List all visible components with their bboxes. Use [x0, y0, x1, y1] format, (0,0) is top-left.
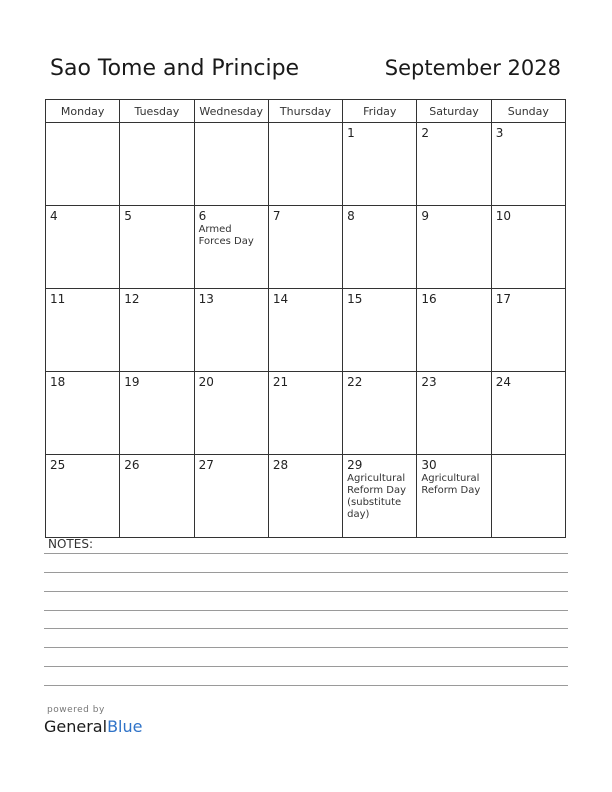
note-line: [44, 553, 568, 554]
day-cell: [120, 289, 194, 372]
day-number: 2: [421, 126, 430, 140]
note-line: [44, 572, 568, 573]
empty-day-cell: [194, 123, 268, 206]
note-line: [44, 647, 568, 648]
week-row: [46, 289, 566, 372]
day-cell: [268, 455, 342, 538]
notes-label: NOTES:: [48, 537, 93, 551]
day-cell: [46, 206, 120, 289]
brand-general-text: General: [44, 717, 108, 736]
day-number: 8: [347, 209, 355, 223]
note-line: [44, 610, 568, 611]
day-cell: [417, 206, 491, 289]
day-number: 7: [272, 209, 281, 223]
day-cell: [268, 206, 342, 289]
day-cell: [491, 289, 565, 372]
day-cell: [343, 289, 417, 372]
calendar-grid: [45, 99, 566, 538]
day-number: 17: [495, 292, 511, 306]
day-cell: [46, 289, 120, 372]
day-number: 30: [421, 458, 437, 472]
weekday-header-row: [46, 100, 566, 123]
day-cell: [417, 289, 491, 372]
day-number: 16: [421, 292, 437, 306]
day-number: 26: [124, 458, 140, 472]
holiday-label: Agricultural Reform Day (substitute day): [347, 473, 407, 520]
generalblue-logo[interactable]: [44, 717, 142, 736]
week-row: [46, 206, 566, 289]
day-cell: [491, 123, 565, 206]
day-cell: [343, 123, 417, 206]
day-cell: [46, 372, 120, 455]
empty-day-cell: [491, 455, 565, 538]
note-line: [44, 666, 568, 667]
day-cell: [268, 289, 342, 372]
day-cell: [194, 206, 268, 289]
day-number: 5: [124, 209, 132, 223]
day-number: 6: [198, 209, 207, 223]
day-number: 4: [50, 209, 58, 223]
weekday-wednesday: Wednesday: [194, 100, 268, 123]
empty-day-cell: [268, 123, 342, 206]
day-number: 18: [50, 375, 66, 389]
weekday-tuesday: Tuesday: [120, 100, 194, 123]
weekday-saturday: Saturday: [417, 100, 491, 123]
day-cell: [491, 206, 565, 289]
day-number: 15: [347, 292, 363, 306]
weekday-monday: Monday: [46, 100, 120, 123]
weekday-sunday: Sunday: [491, 100, 565, 123]
day-number: 10: [495, 209, 511, 223]
day-cell: [343, 206, 417, 289]
day-number: 29: [347, 458, 363, 472]
day-number: 14: [272, 292, 289, 306]
powered-by-text: powered by: [47, 705, 105, 715]
day-number: 25: [50, 458, 66, 472]
day-number: 9: [421, 209, 430, 223]
day-number: 12: [124, 292, 140, 306]
holiday-label: Armed Forces Day: [198, 224, 254, 247]
day-cell: [343, 372, 417, 455]
day-cell: [417, 455, 491, 538]
week-row: [46, 455, 566, 538]
note-line: [44, 685, 568, 686]
day-number: 21: [272, 375, 289, 389]
weekday-thursday: Thursday: [268, 100, 342, 123]
holiday-label: Agricultural Reform Day: [421, 473, 481, 496]
day-cell: [120, 206, 194, 289]
note-line: [44, 591, 568, 592]
country-title: Sao Tome and Principe: [50, 56, 300, 81]
day-number: 1: [347, 126, 355, 140]
day-cell: [194, 455, 268, 538]
empty-day-cell: [120, 123, 194, 206]
day-number: 27: [198, 458, 214, 472]
day-number: 19: [124, 375, 140, 389]
day-cell: [194, 289, 268, 372]
day-cell: [120, 372, 194, 455]
day-cell: [491, 372, 565, 455]
day-number: 13: [198, 292, 214, 306]
day-cell: [343, 455, 417, 538]
day-cell: [417, 372, 491, 455]
day-cell: [194, 372, 268, 455]
brand-blue-text: Blue: [107, 717, 143, 736]
day-number: 11: [50, 292, 66, 306]
empty-day-cell: [46, 123, 120, 206]
day-number: 24: [495, 375, 511, 389]
day-cell: [120, 455, 194, 538]
month-title: September 2028: [384, 56, 561, 80]
day-cell: [268, 372, 342, 455]
week-row: [46, 372, 566, 455]
day-number: 23: [421, 375, 437, 389]
day-cell: [46, 455, 120, 538]
weekday-friday: Friday: [343, 100, 417, 123]
day-cell: [417, 123, 491, 206]
week-row: [46, 123, 566, 206]
day-number: 22: [347, 375, 363, 389]
day-number: 3: [495, 126, 504, 140]
note-line: [44, 628, 568, 629]
day-number: 28: [272, 458, 289, 472]
day-number: 20: [198, 375, 214, 389]
